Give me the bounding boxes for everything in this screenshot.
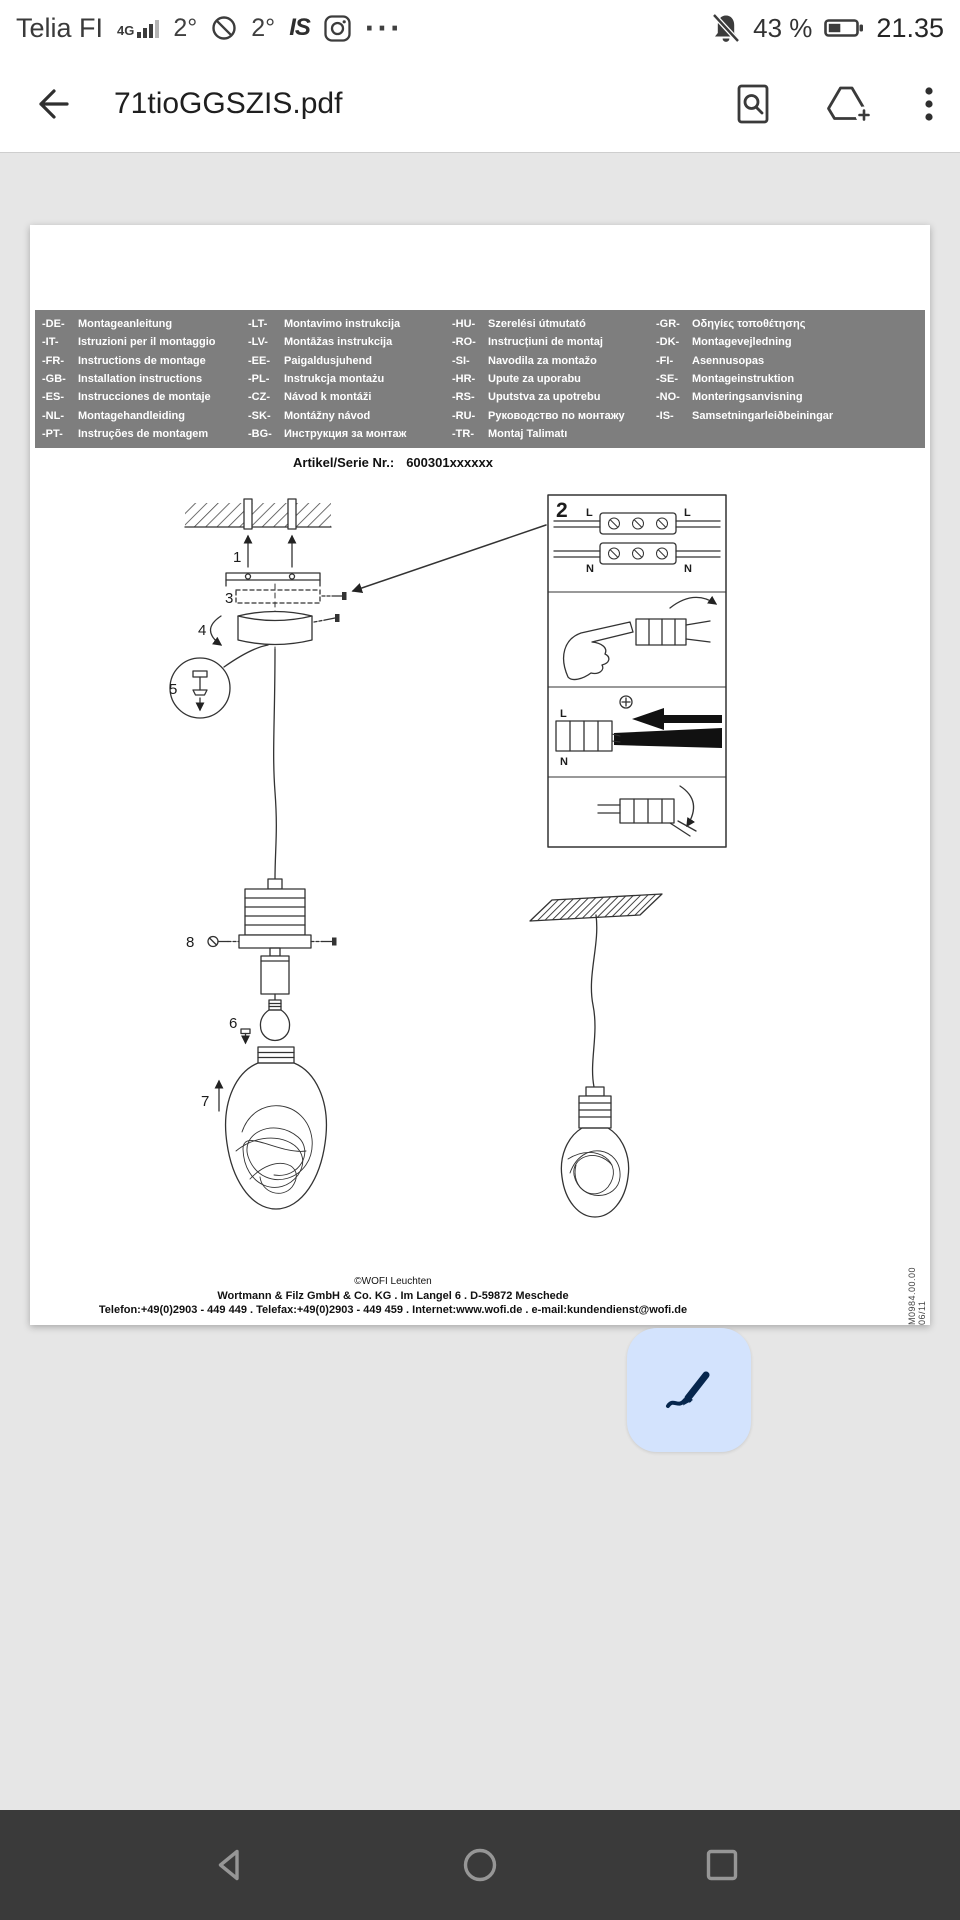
carrier-label: Telia FI bbox=[16, 12, 104, 43]
language-label: Montaj Talimatı bbox=[488, 427, 568, 440]
more-notifications-icon: ··· bbox=[364, 10, 403, 46]
language-code: -FI- bbox=[656, 354, 674, 367]
language-item bbox=[649, 406, 925, 424]
language-label: Instrucțiuni de montaj bbox=[488, 336, 603, 349]
step-number-7: 7 bbox=[201, 1093, 210, 1110]
language-label: Navodila za montažo bbox=[488, 354, 597, 367]
back-button[interactable] bbox=[30, 82, 74, 126]
language-label: Samsetningarleiðbeiningar bbox=[692, 409, 834, 422]
nav-home-button[interactable] bbox=[458, 1843, 502, 1890]
annotate-fab-button[interactable] bbox=[627, 1328, 751, 1452]
language-label: Инструкция за монтаж bbox=[284, 427, 407, 440]
signal-bars-icon bbox=[137, 17, 159, 39]
article-line bbox=[30, 455, 756, 470]
language-label: Instrukcja montażu bbox=[284, 373, 385, 386]
language-label: Istruzioni per il montaggio bbox=[78, 336, 216, 349]
language-item bbox=[241, 406, 445, 424]
language-code: -IT- bbox=[42, 336, 59, 349]
language-item bbox=[35, 370, 241, 388]
step-number-8: 8 bbox=[186, 934, 195, 951]
notifications-off-icon bbox=[711, 12, 741, 44]
language-label: Instruções de montagem bbox=[78, 427, 209, 440]
language-item bbox=[241, 388, 445, 406]
step-number-4: 4 bbox=[198, 622, 207, 639]
network-type-label: 4G bbox=[117, 23, 135, 38]
language-label: Asennusopas bbox=[692, 354, 765, 367]
is-app-icon: IS bbox=[289, 14, 310, 41]
language-code: -PT- bbox=[42, 427, 63, 440]
drive-add-icon bbox=[824, 83, 872, 125]
language-label: Installation instructions bbox=[78, 373, 203, 386]
language-item bbox=[241, 333, 445, 351]
overflow-menu-button[interactable] bbox=[924, 86, 934, 122]
language-label: Monteringsanvisning bbox=[692, 391, 803, 404]
language-column bbox=[35, 315, 241, 443]
language-code: -GB- bbox=[42, 373, 66, 386]
step-number-6: 6 bbox=[229, 1015, 238, 1032]
language-code: -ES- bbox=[42, 391, 64, 404]
three-dots-icon bbox=[924, 86, 934, 122]
language-item bbox=[445, 406, 649, 424]
language-label: Montagehandleiding bbox=[78, 409, 185, 422]
wiring-label-n: N bbox=[560, 756, 568, 768]
language-label: Montavimo instrukcija bbox=[284, 318, 401, 331]
language-item bbox=[241, 425, 445, 443]
language-item bbox=[445, 425, 649, 443]
language-item bbox=[35, 352, 241, 370]
language-code: -BG- bbox=[248, 427, 272, 440]
signal-strength-icon bbox=[117, 17, 159, 39]
add-to-drive-button[interactable] bbox=[824, 83, 872, 125]
language-code: -PL- bbox=[248, 373, 270, 386]
language-item bbox=[241, 352, 445, 370]
language-code: -IS- bbox=[656, 409, 674, 422]
find-in-page-icon bbox=[734, 83, 772, 125]
language-code: -TR- bbox=[452, 427, 474, 440]
language-item bbox=[35, 333, 241, 351]
language-item bbox=[35, 406, 241, 424]
pdf-page bbox=[30, 225, 930, 1325]
language-code: -SI- bbox=[452, 354, 470, 367]
language-label: Instrucciones de montaje bbox=[78, 391, 211, 404]
language-item bbox=[35, 315, 241, 333]
language-column bbox=[649, 315, 925, 443]
battery-percent-label: 43 % bbox=[753, 12, 813, 43]
article-label: Artikel/Serie Nr.: bbox=[293, 455, 395, 470]
language-item bbox=[241, 315, 445, 333]
nav-home-circle-icon bbox=[458, 1843, 502, 1887]
wiring-label-n: N bbox=[586, 563, 594, 575]
language-code: -NL- bbox=[42, 409, 64, 422]
language-item bbox=[649, 388, 925, 406]
notification-temp-left: 2° bbox=[173, 13, 198, 42]
language-code: -LT- bbox=[248, 318, 268, 331]
language-column bbox=[445, 315, 649, 443]
language-label: Montageanleitung bbox=[78, 318, 173, 331]
language-item bbox=[445, 370, 649, 388]
language-label: Montážny návod bbox=[284, 409, 371, 422]
detail-box-number: 2 bbox=[556, 499, 568, 522]
document-footer bbox=[30, 1275, 756, 1317]
app-bar-actions bbox=[734, 83, 934, 125]
language-code: -DK- bbox=[656, 336, 680, 349]
pdf-title: 71tioGGSZIS.pdf bbox=[114, 87, 343, 120]
blocked-circle-icon bbox=[211, 15, 237, 41]
notification-temp-right: 2° bbox=[251, 13, 276, 42]
language-code: -SE- bbox=[656, 373, 678, 386]
footer-copyright: ©WOFI Leuchten bbox=[354, 1276, 432, 1287]
language-code: -RU- bbox=[452, 409, 476, 422]
language-item bbox=[649, 352, 925, 370]
language-item bbox=[445, 333, 649, 351]
language-code: -DE- bbox=[42, 318, 65, 331]
language-item bbox=[445, 352, 649, 370]
status-bar-left bbox=[16, 10, 403, 46]
find-in-document-button[interactable] bbox=[734, 83, 772, 125]
language-item bbox=[35, 388, 241, 406]
wiring-label-l: L bbox=[684, 507, 691, 519]
language-label: Szerelési útmutató bbox=[488, 318, 586, 331]
android-nav-bar bbox=[0, 1810, 960, 1920]
step-number-1: 1 bbox=[233, 549, 242, 566]
instagram-icon bbox=[324, 15, 351, 42]
footer-address: Wortmann & Filz GmbH & Co. KG . Im Langel 6 . D-59872 Meschede bbox=[217, 1289, 569, 1302]
language-label: Οδηγίες τοποθέτησης bbox=[692, 318, 806, 331]
nav-back-triangle-icon bbox=[208, 1843, 252, 1887]
language-item bbox=[649, 315, 925, 333]
language-label: Instructions de montage bbox=[78, 354, 206, 367]
wiring-label-l: L bbox=[586, 507, 593, 519]
language-code: -HR- bbox=[452, 373, 476, 386]
language-item bbox=[649, 333, 925, 351]
language-label: Руководство по монтажу bbox=[488, 409, 625, 422]
app-bar bbox=[0, 56, 960, 152]
language-label: Upute za uporabu bbox=[488, 373, 581, 386]
language-code: -NO- bbox=[656, 391, 680, 404]
step-number-3: 3 bbox=[225, 590, 234, 607]
language-label: Paigaldusjuhend bbox=[284, 354, 373, 367]
assembly-diagram bbox=[30, 487, 930, 1277]
language-column bbox=[241, 315, 445, 443]
nav-back-button[interactable] bbox=[208, 1843, 252, 1890]
language-code: -CZ- bbox=[248, 391, 270, 404]
language-code: -GR- bbox=[656, 318, 680, 331]
language-item bbox=[35, 425, 241, 443]
language-code: -FR- bbox=[42, 354, 64, 367]
language-label: Uputstva za upotrebu bbox=[488, 391, 601, 404]
language-code: -HU- bbox=[452, 318, 476, 331]
language-item bbox=[241, 370, 445, 388]
wiring-label-l: L bbox=[560, 708, 567, 720]
nav-recents-square-icon bbox=[700, 1843, 744, 1887]
clock-label: 21.35 bbox=[876, 12, 944, 43]
language-item bbox=[649, 370, 925, 388]
step-number-5: 5 bbox=[169, 681, 178, 698]
battery-icon bbox=[824, 17, 864, 39]
language-label: Montagevejledning bbox=[692, 336, 792, 349]
status-bar-right bbox=[711, 12, 944, 44]
language-item bbox=[445, 315, 649, 333]
article-value: 600301xxxxxx bbox=[406, 455, 493, 470]
wiring-label-n: N bbox=[684, 563, 692, 575]
language-code: -EE- bbox=[248, 354, 270, 367]
language-code: -LV- bbox=[248, 336, 268, 349]
status-bar bbox=[0, 0, 960, 56]
nav-recents-button[interactable] bbox=[700, 1843, 744, 1890]
stylus-signature-icon bbox=[659, 1360, 719, 1420]
pdf-viewport[interactable] bbox=[0, 152, 960, 1810]
language-label: Montageinstruktion bbox=[692, 373, 795, 386]
document-revision-code: M0984.00.00 06/11 bbox=[907, 1266, 927, 1325]
language-label: Návod k montáži bbox=[284, 391, 372, 404]
language-table bbox=[35, 310, 925, 448]
language-item bbox=[445, 388, 649, 406]
back-arrow-icon bbox=[30, 82, 74, 126]
language-label: Montāžas instrukcija bbox=[284, 336, 393, 349]
language-code: -RO- bbox=[452, 336, 476, 349]
language-code: -SK- bbox=[248, 409, 271, 422]
language-code: -RS- bbox=[452, 391, 475, 404]
footer-contact: Telefon:+49(0)2903 - 449 449 . Telefax:+49(0)2903 - 449 459 . Internet:www.wofi.de . e-mail:kundendienst@wofi.de bbox=[98, 1303, 688, 1316]
